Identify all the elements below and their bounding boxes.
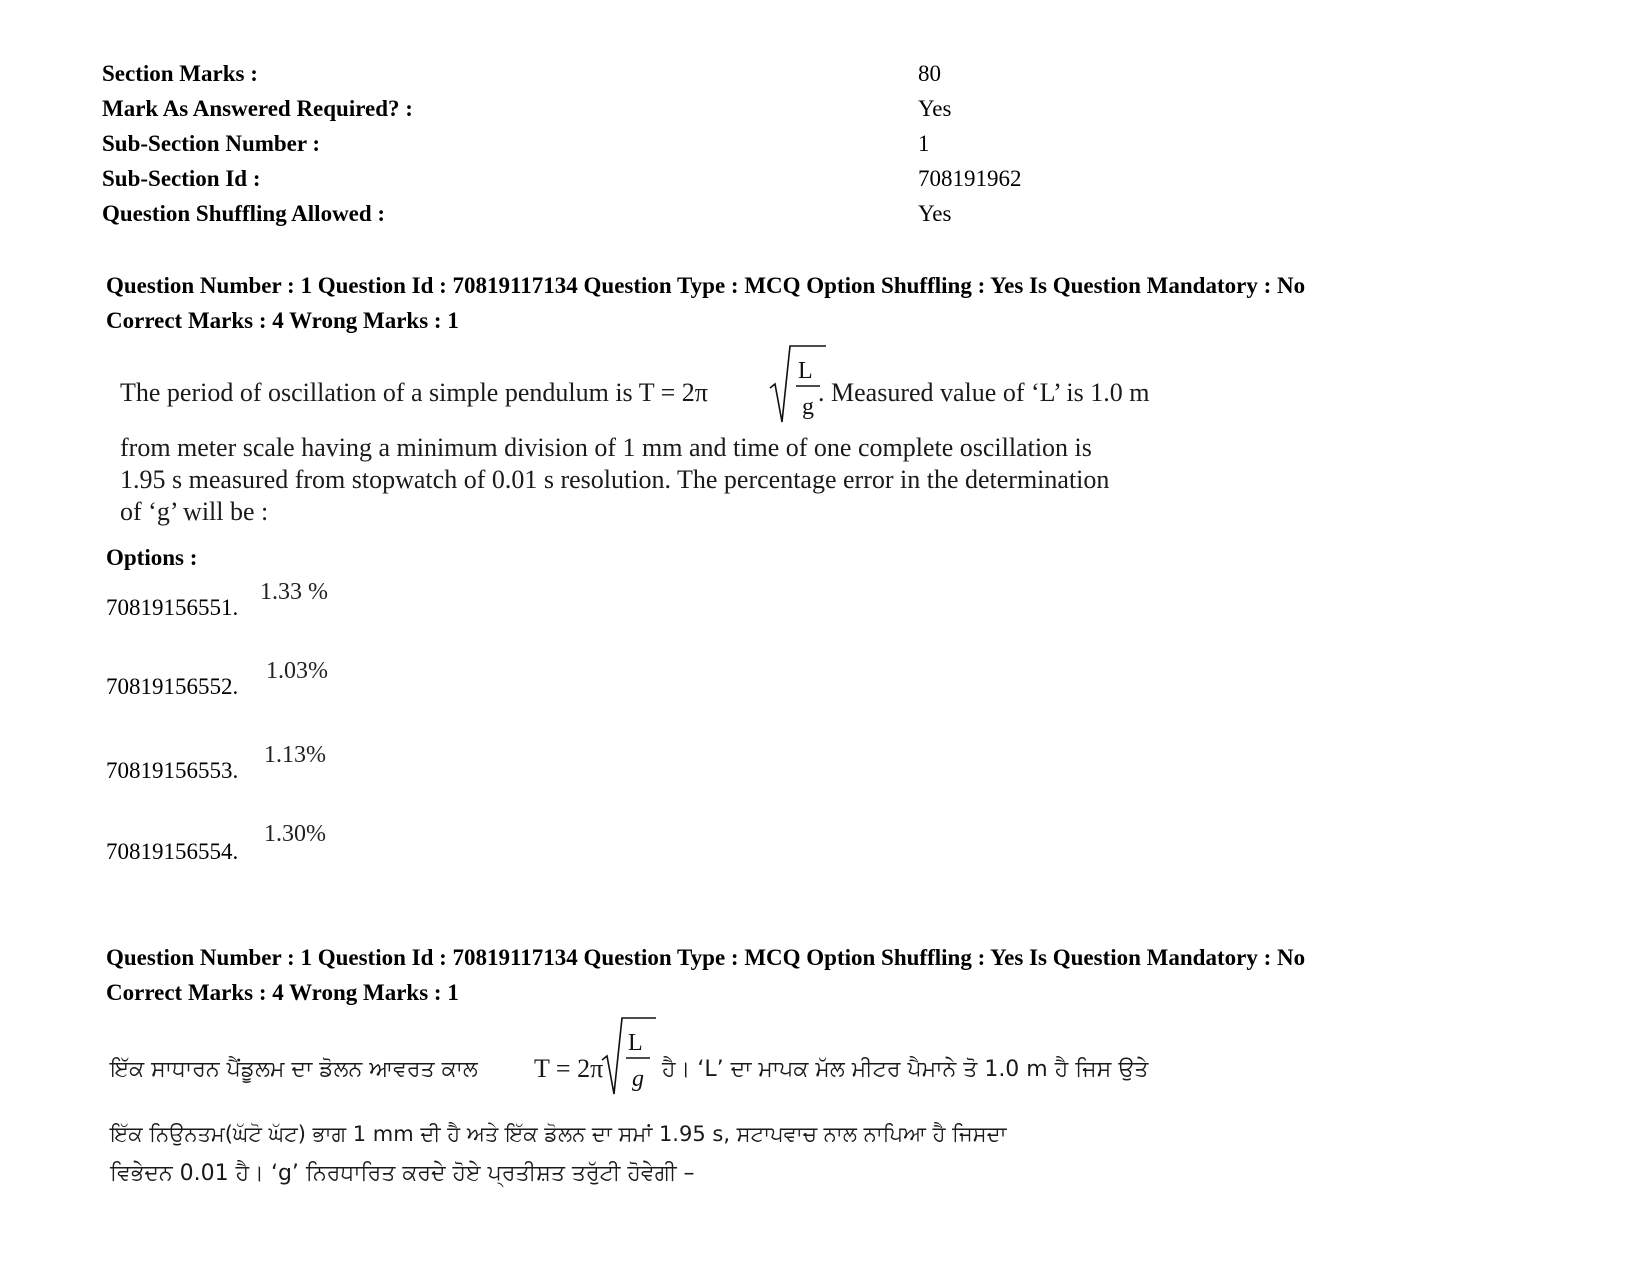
option-item[interactable] bbox=[106, 834, 238, 869]
meta-value: Yes bbox=[918, 201, 952, 226]
sqrt-symbol-icon bbox=[600, 1016, 658, 1096]
question-1-header bbox=[106, 268, 1305, 338]
sub-section-number-row bbox=[102, 126, 1202, 161]
question-shuffling-row bbox=[102, 196, 1202, 231]
option-value: 1.30% bbox=[264, 821, 326, 847]
sub-section-id-row bbox=[102, 161, 1202, 196]
question-text-line: of ‘g’ will be : bbox=[120, 497, 269, 526]
option-item[interactable] bbox=[106, 753, 238, 788]
option-id: 70819156551. bbox=[106, 595, 239, 620]
formula-prefix bbox=[534, 1053, 603, 1085]
question-text-line: The period of oscillation of a simple pendulum is T = 2π bbox=[120, 378, 708, 407]
option-item[interactable] bbox=[106, 590, 238, 625]
mark-as-answered-row bbox=[102, 91, 1202, 126]
meta-value: 1 bbox=[918, 131, 930, 156]
option-id: 70819156554. bbox=[106, 839, 239, 864]
question-2-header bbox=[106, 940, 1305, 1010]
meta-label: Question Shuffling Allowed : bbox=[102, 201, 386, 226]
formula-numerator: L bbox=[798, 358, 813, 384]
meta-value: 80 bbox=[918, 61, 941, 86]
section-metadata bbox=[102, 56, 1202, 231]
meta-label: Sub-Section Number : bbox=[102, 131, 321, 156]
question-header-line: Question Number : 1 Question Id : 70819117134 Question Type : MCQ Option Shuffling : Yes Is Question Mandatory : No bbox=[106, 945, 1306, 970]
question-text-line: ਵਿਭੇਦਨ 0.01 ਹੈ। ‘g’ ਨਿਰਧਾਰਿਤ ਕਰਦੇ ਹੋਏ ਪ੍ਰਤੀਸ਼ਤ ਤਰੁੱਟੀ ਹੋਵੇਗੀ – bbox=[110, 1161, 695, 1186]
meta-label: Mark As Answered Required? : bbox=[102, 96, 413, 121]
question-text-line: ਹੈ। ‘L’ ਦਾ ਮਾਪਕ ਮੱਲ ਮੀਟਰ ਪੈਮਾਨੇ ਤੋ 1.0 m ਹੈ ਜਿਸ ਉਤੇ bbox=[662, 1057, 1149, 1082]
sqrt-formula bbox=[600, 1016, 658, 1096]
formula-numerator: L bbox=[628, 1030, 643, 1056]
options-label: Options : bbox=[106, 545, 198, 570]
question-text-line: ਇੱਕ ਸਾਧਾਰਨ ਪੈਂਡੂਲਮ ਦਾ ਡੋਲਨ ਆਵਰਤ ਕਾਲ bbox=[110, 1057, 478, 1082]
question-header-line: Question Number : 1 Question Id : 70819117134 Question Type : MCQ Option Shuffling : Yes Is Question Mandatory : No bbox=[106, 273, 1306, 298]
meta-label: Sub-Section Id : bbox=[102, 166, 261, 191]
option-id: 70819156552. bbox=[106, 674, 239, 699]
formula-denominator: g bbox=[632, 1066, 644, 1092]
question-marks-line: Correct Marks : 4 Wrong Marks : 1 bbox=[106, 980, 459, 1005]
section-marks-row bbox=[102, 56, 1202, 91]
option-value: 1.13% bbox=[264, 742, 326, 768]
question-text-line: from meter scale having a minimum division of 1 mm and time of one complete oscillation is bbox=[120, 433, 1092, 462]
meta-value: 708191962 bbox=[918, 166, 1022, 191]
option-value: 1.33 % bbox=[260, 579, 328, 605]
option-id: 70819156553. bbox=[106, 758, 239, 783]
formula-t-2pi: T = 2π bbox=[534, 1054, 604, 1083]
question-text-line: 1.95 s measured from stopwatch of 0.01 s resolution. The percentage error in the determination bbox=[120, 465, 1110, 494]
option-value: 1.03% bbox=[266, 658, 328, 684]
question-text-line: . Measured value of ‘L’ is 1.0 m bbox=[818, 378, 1150, 407]
meta-label: Section Marks : bbox=[102, 61, 258, 86]
meta-value: Yes bbox=[918, 96, 952, 121]
question-marks-line: Correct Marks : 4 Wrong Marks : 1 bbox=[106, 308, 459, 333]
formula-denominator: g bbox=[802, 394, 814, 420]
question-text-line: ਇੱਕ ਨਿਉਨਤਮ(ਘੱਟੋ ਘੱਟ) ਭਾਗ 1 mm ਦੀ ਹੈ ਅਤੇ ਇੱਕ ਡੋਲਨ ਦਾ ਸਮਾਂ 1.95 s, ਸਟਾਪਵਾਚ ਨਾਲ ਨਾਪਿਆ ਹੈ ਜਿਸਦਾ bbox=[110, 1122, 1007, 1146]
option-item[interactable] bbox=[106, 669, 238, 704]
